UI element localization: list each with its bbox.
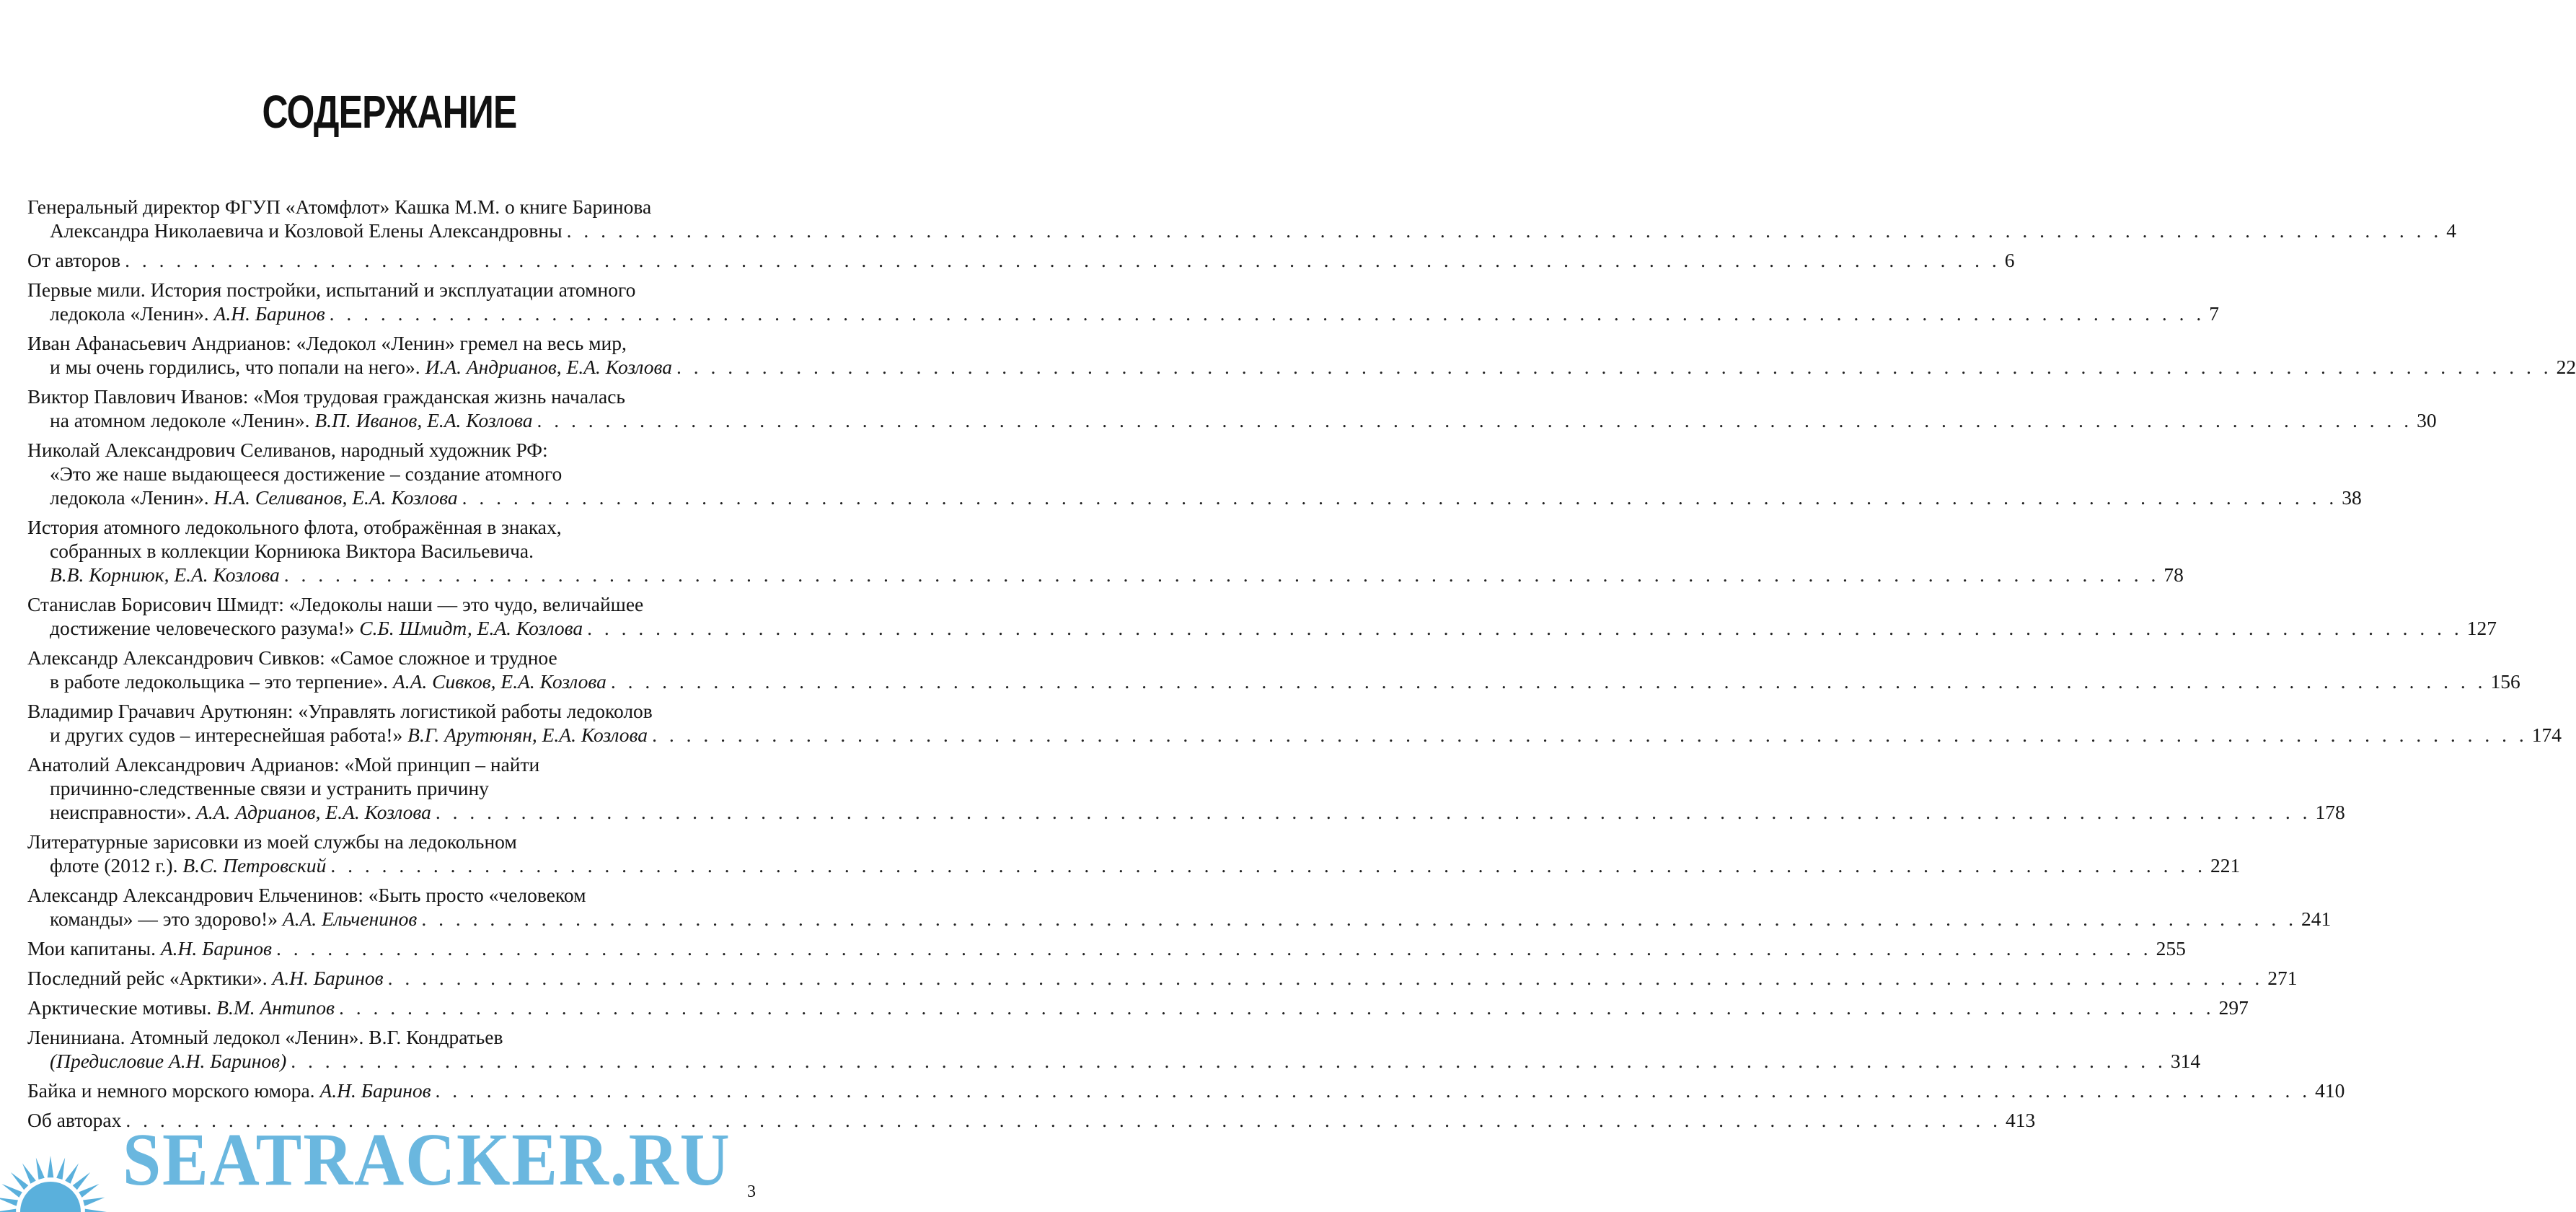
dot-leader xyxy=(567,219,2443,242)
toc-entry-author: В.В. Корниюк, Е.А. Козлова xyxy=(50,563,280,586)
toc-entry-line: Лениниана. Атомный ледокол «Ленин». В.Г. Кондратьев xyxy=(27,1026,503,1048)
toc-entry xyxy=(27,592,2497,640)
toc-entry xyxy=(27,996,2249,1019)
toc-entry-line: Александр Александрович Сивков: «Самое сложное и трудное xyxy=(27,646,557,669)
dot-leader xyxy=(291,1049,2166,1073)
toc-entry-page: 314 xyxy=(2170,1050,2201,1072)
toc-entry-last-line xyxy=(27,408,2437,432)
toc-entry-author: А.А. Сивков, Е.А. Козлова xyxy=(392,670,606,693)
dot-leader xyxy=(339,996,2215,1019)
toc-entry-last-line xyxy=(27,966,2298,990)
toc-entry-last-line xyxy=(27,936,2186,960)
toc-entry-line: Станислав Борисович Шмидт: «Ледоколы наши — это чудо, величайшее xyxy=(27,593,644,615)
toc-entry-last-line xyxy=(27,1049,2201,1073)
toc-entry-last-line xyxy=(27,563,2184,587)
toc-entry-last-line xyxy=(27,355,2576,379)
toc-entry-page: 38 xyxy=(2342,486,2362,509)
toc-entry-author: В.Г. Арутюнян, Е.А. Козлова xyxy=(407,724,648,746)
toc-entry-title: флоте (2012 г.). xyxy=(50,854,178,877)
toc-entry xyxy=(27,515,2184,587)
toc-entry-page: 178 xyxy=(2315,801,2345,823)
toc-entry-page: 7 xyxy=(2209,302,2220,325)
toc-entry-page: 413 xyxy=(2005,1109,2036,1131)
toc-entry xyxy=(27,830,2241,877)
toc-entry-page: 410 xyxy=(2315,1079,2345,1102)
table-of-contents xyxy=(27,195,2576,1138)
dot-leader xyxy=(388,966,2264,990)
toc-entry-last-line xyxy=(27,907,2332,931)
toc-entry-author: В.С. Петровский xyxy=(182,854,327,877)
toc-entry-line: Первые мили. История постройки, испытаний и эксплуатации атомного xyxy=(27,278,636,301)
toc-entry xyxy=(27,699,2562,747)
toc-entry xyxy=(27,385,2437,432)
toc-entry xyxy=(27,966,2298,990)
dot-leader xyxy=(587,616,2463,640)
toc-entry-last-line xyxy=(27,219,2456,242)
page-title: СОДЕРЖАНИЕ xyxy=(262,86,517,138)
toc-entry-title: ледокола «Ленин». xyxy=(50,302,209,325)
toc-entry-title: Об авторах xyxy=(27,1109,122,1131)
toc-entry-author: А.Н. Баринов xyxy=(213,302,325,325)
toc-entry-title: Александра Николаевича и Козловой Елены Александровны xyxy=(50,219,563,242)
page-number: 3 xyxy=(747,1182,756,1201)
toc-entry-author: С.Б. Шмидт, Е.А. Козлова xyxy=(359,617,583,639)
toc-entry-page: 221 xyxy=(2210,854,2241,877)
toc-entry-title: и мы очень гордились, что попали на него». xyxy=(50,356,420,378)
toc-entry-page: 30 xyxy=(2417,409,2437,431)
dot-leader xyxy=(652,723,2528,747)
toc-entry-author: В.П. Иванов, Е.А. Козлова xyxy=(314,409,533,431)
dot-leader xyxy=(537,408,2413,432)
toc-entry-page: 241 xyxy=(2301,908,2332,930)
toc-entry-title: неисправности». xyxy=(50,801,192,823)
toc-entry-title: Байка и немного морского юмора. xyxy=(27,1079,315,1102)
toc-entry-last-line xyxy=(27,996,2249,1019)
toc-entry-title: в работе ледокольщика – это терпение». xyxy=(50,670,389,693)
toc-entry-title: на атомном ледоколе «Ленин». xyxy=(50,409,310,431)
toc-entry-line: Виктор Павлович Иванов: «Моя трудовая гражданская жизнь началась xyxy=(27,385,625,408)
toc-entry-title: ледокола «Ленин». xyxy=(50,486,209,509)
toc-entry-title: Арктические мотивы. xyxy=(27,996,212,1019)
toc-entry xyxy=(27,883,2332,931)
toc-entry xyxy=(27,195,2456,242)
toc-entry xyxy=(27,1079,2345,1102)
toc-entry-title: Последний рейс «Арктики». xyxy=(27,967,268,989)
toc-entry-last-line xyxy=(27,723,2562,747)
toc-entry-page: 6 xyxy=(2004,249,2015,271)
toc-entry-author: А.Н. Баринов xyxy=(272,967,384,989)
toc-entry-title: и других судов – интереснейшая работа!» xyxy=(50,724,403,746)
toc-entry-author: А.А. Адрианов, Е.А. Козлова xyxy=(196,801,431,823)
toc-entry-page: 297 xyxy=(2218,996,2249,1019)
toc-entry-line: Анатолий Александрович Адрианов: «Мой принцип – найти xyxy=(27,753,540,776)
toc-entry-title: команды» — это здорово!» xyxy=(50,908,278,930)
dot-leader xyxy=(276,936,2152,960)
toc-entry-title: достижение человеческого разума!» xyxy=(50,617,355,639)
dot-leader xyxy=(330,853,2206,877)
toc-entry xyxy=(27,438,2362,509)
toc-entry-line: Генеральный директор ФГУП «Атомфлот» Кашка М.М. о книге Баринова xyxy=(27,196,652,218)
toc-entry-last-line xyxy=(27,853,2241,877)
toc-entry-line: Иван Афанасьевич Андрианов: «Ледокол «Ленин» гремел на весь мир, xyxy=(27,332,627,354)
toc-entry-line: История атомного ледокольного флота, отображённая в знаках, xyxy=(27,516,562,538)
toc-entry-line: причинно-следственные связи и устранить причину xyxy=(50,777,489,799)
dot-leader xyxy=(330,302,2205,325)
toc-entry-title: Мои капитаны. xyxy=(27,937,156,960)
toc-entry-author: В.М. Антипов xyxy=(216,996,335,1019)
toc-entry xyxy=(27,331,2576,379)
toc-entry-page: 4 xyxy=(2446,219,2456,242)
toc-entry-last-line xyxy=(27,486,2362,509)
toc-entry-last-line xyxy=(27,669,2520,693)
toc-entry-author: И.А. Андрианов, Е.А. Козлова xyxy=(425,356,672,378)
toc-entry-last-line xyxy=(27,248,2015,272)
dot-leader xyxy=(436,800,2311,824)
toc-entry xyxy=(27,646,2520,693)
dot-leader xyxy=(676,355,2552,379)
dot-leader xyxy=(436,1079,2311,1102)
toc-entry-page: 78 xyxy=(2163,563,2184,586)
toc-entry-author: Н.А. Селиванов, Е.А. Козлова xyxy=(213,486,458,509)
toc-entry xyxy=(27,1025,2201,1073)
dot-leader xyxy=(421,907,2297,931)
toc-entry-author: А.Н. Баринов xyxy=(160,937,272,960)
toc-entry-title: От авторов xyxy=(27,249,121,271)
toc-entry-author: А.А. Ельченинов xyxy=(282,908,418,930)
toc-entry-line: собранных в коллекции Корниюка Виктора Васильевича. xyxy=(50,540,534,562)
toc-entry-line: Владимир Грачавич Арутюнян: «Управлять логистикой работы ледоколов xyxy=(27,700,653,722)
toc-entry xyxy=(27,752,2345,824)
toc-entry xyxy=(27,248,2015,272)
toc-entry-author: (Предисловие А.Н. Баринов) xyxy=(50,1050,287,1072)
dot-leader xyxy=(611,669,2487,693)
toc-entry xyxy=(27,936,2186,960)
dot-leader xyxy=(125,248,2001,272)
toc-entry-line: Николай Александрович Селиванов, народный художник РФ: xyxy=(27,439,548,461)
toc-entry-page: 156 xyxy=(2490,670,2520,693)
toc-entry-page: 271 xyxy=(2267,967,2298,989)
toc-entry-line: Литературные зарисовки из моей службы на ледокольном xyxy=(27,830,517,853)
toc-entry-page: 255 xyxy=(2156,937,2186,960)
toc-entry-last-line xyxy=(27,800,2345,824)
toc-entry-page: 22 xyxy=(2556,356,2576,378)
toc-entry-line: «Это же наше выдающееся достижение – создание атомного xyxy=(50,462,563,485)
toc-entry-page: 127 xyxy=(2466,617,2497,639)
toc-entry-last-line xyxy=(27,1079,2345,1102)
toc-entry xyxy=(27,278,2220,325)
toc-entry-last-line xyxy=(27,616,2497,640)
toc-entry-page: 174 xyxy=(2531,724,2562,746)
dot-leader xyxy=(462,486,2338,509)
toc-entry-author: А.Н. Баринов xyxy=(319,1079,431,1102)
toc-entry-line: Александр Александрович Ельченинов: «Быть просто «человеком xyxy=(27,884,586,906)
toc-entry-last-line xyxy=(27,302,2220,325)
dot-leader xyxy=(284,563,2160,587)
watermark-text: SEATRACKER.RU xyxy=(123,1118,731,1201)
